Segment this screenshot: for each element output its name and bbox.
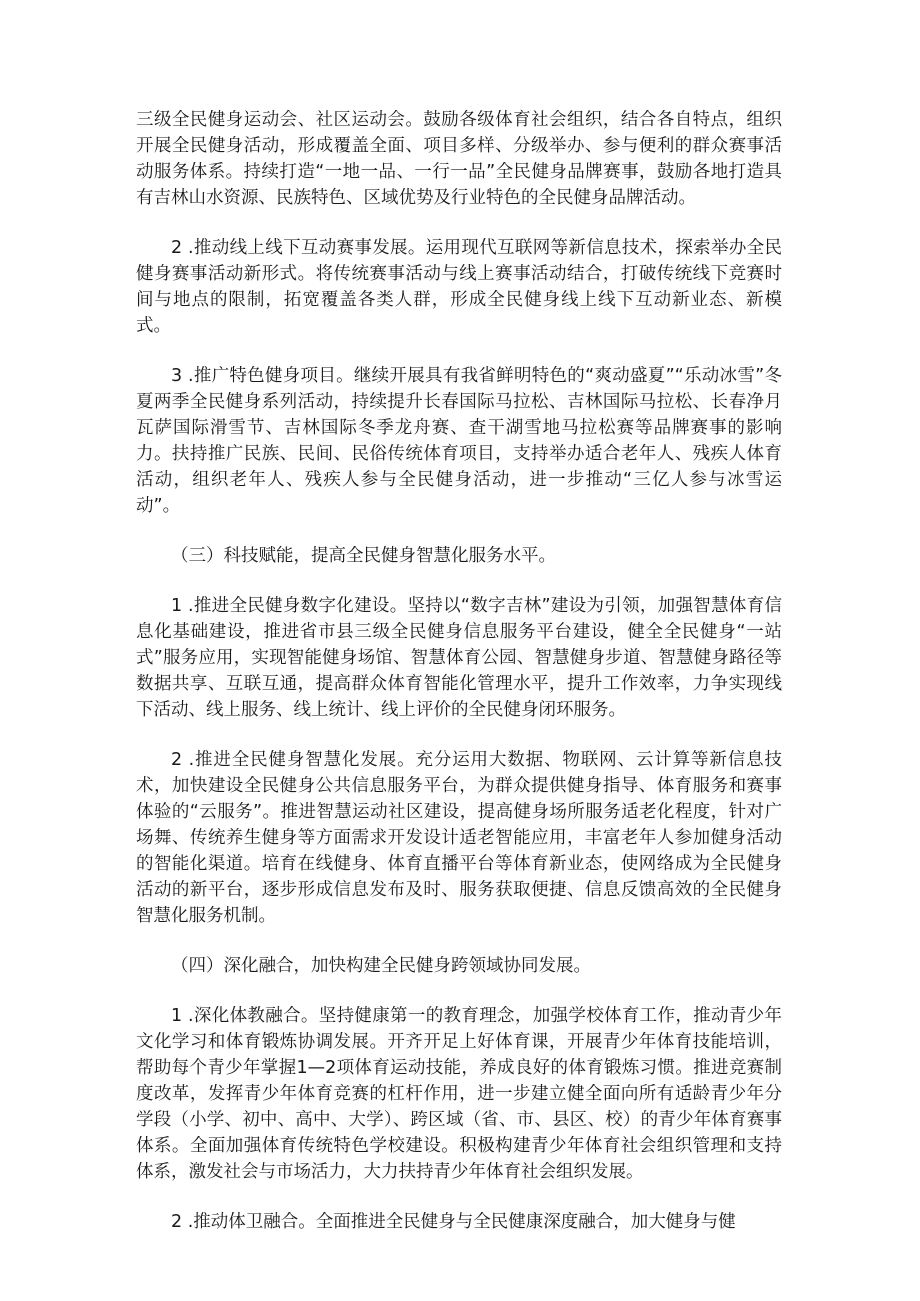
paragraph-digital-construction: 1 .推进全民健身数字化建设。坚持以“数字吉林”建设为引领，加强智慧体育信息化基础建设，推进省市县三级全民健身信息服务平台建设，健全全民健身“一站式”服务应用，实现智能健身场馆、智慧体育公园、智慧健身步道、智慧健身路径等数据共享、互联互通，提高群众体育智能化管理水平，提升工作效率，力争实现线下活动、线上服务、线上统计、线上评价的全民健身闭环服务。 — [136, 596, 782, 720]
paragraph-online-offline-events: 2 .推动线上线下互动赛事发展。运用现代互联网等新信息技术，探索举办全民健身赛事活动新形式。将传统赛事活动与线上赛事活动结合，打破传统线下竞赛时间与地点的限制，拓宽覆盖各类人群，形成全民健身线上线下互动新业态、新模式。 — [136, 238, 782, 336]
paragraph-event-system: 三级全民健身运动会、社区运动会。鼓励各级体育社会组织，结合各自特点，组织开展全民健身活动，形成覆盖全面、项目多样、分级举办、参与便利的群众赛事活动服务体系。持续打造“一地一品、一行一品”全民健身品牌赛事，鼓励各地打造具有吉林山水资源、民族特色、区域优势及行业特色的全民健身品牌活动。 — [136, 110, 782, 208]
paragraph-sports-education: 1 .深化体教融合。坚持健康第一的教育理念，加强学校体育工作，推动青少年文化学习和体育锻炼协调发展。开齐开足上好体育课，开展青少年体育技能培训，帮助每个青少年掌握1—2项体育运动技能，养成良好的体育锻炼习惯。推进竞赛制度改革，发挥青少年体育竞赛的杠杆作用，进一步建立健全面向所有适龄青少年分学段（小学、初中、高中、大学）、跨区域（省、市、县区、校）的青少年体育赛事体系。全面加强体育传统特色学校建设。积极构建青少年体育社会组织管理和支持体系，激发社会与市场活力，大力扶持青少年体育社会组织发展。 — [136, 1006, 782, 1182]
section-heading-integration: （四）深化融合，加快构建全民健身跨领域协同发展。 — [171, 956, 591, 976]
paragraph-sports-health: 2 .推动体卫融合。全面推进全民健身与全民健康深度融合，加大健身与健 — [171, 1212, 736, 1232]
paragraph-featured-fitness-projects: 3 .推广特色健身项目。继续开展具有我省鲜明特色的“爽动盛夏”“乐动冰雪”冬夏两季全民健身系列活动，持续提升长春国际马拉松、吉林国际马拉松、长春净月瓦萨国际滑雪节、吉林国际冬季龙舟赛、查干湖雪地马拉松赛等品牌赛事的影响力。扶持推广民族、民间、民俗传统体育项目，支持举办适合老年人、残疾人体育活动，组织老年人、残疾人参与全民健身活动，进一步推动“三亿人参与冰雪运动”。 — [136, 366, 782, 516]
section-heading-technology: （三）科技赋能，提高全民健身智慧化服务水平。 — [171, 546, 556, 566]
paragraph-smart-development: 2 .推进全民健身智慧化发展。充分运用大数据、物联网、云计算等新信息技术，加快建设全民健身公共信息服务平台，为群众提供健身指导、体育服务和赛事体验的“云服务”。推进智慧运动社区建设，提高健身场所服务适老化程度，针对广场舞、传统养生健身等方面需求开发设计适老智能应用，丰富老年人参加健身活动的智能化渠道。培育在线健身、体育直播平台等体育新业态，使网络成为全民健身活动的新平台，逐步形成信息发布及时、服务获取便捷、信息反馈高效的全民健身智慧化服务机制。 — [136, 750, 782, 926]
